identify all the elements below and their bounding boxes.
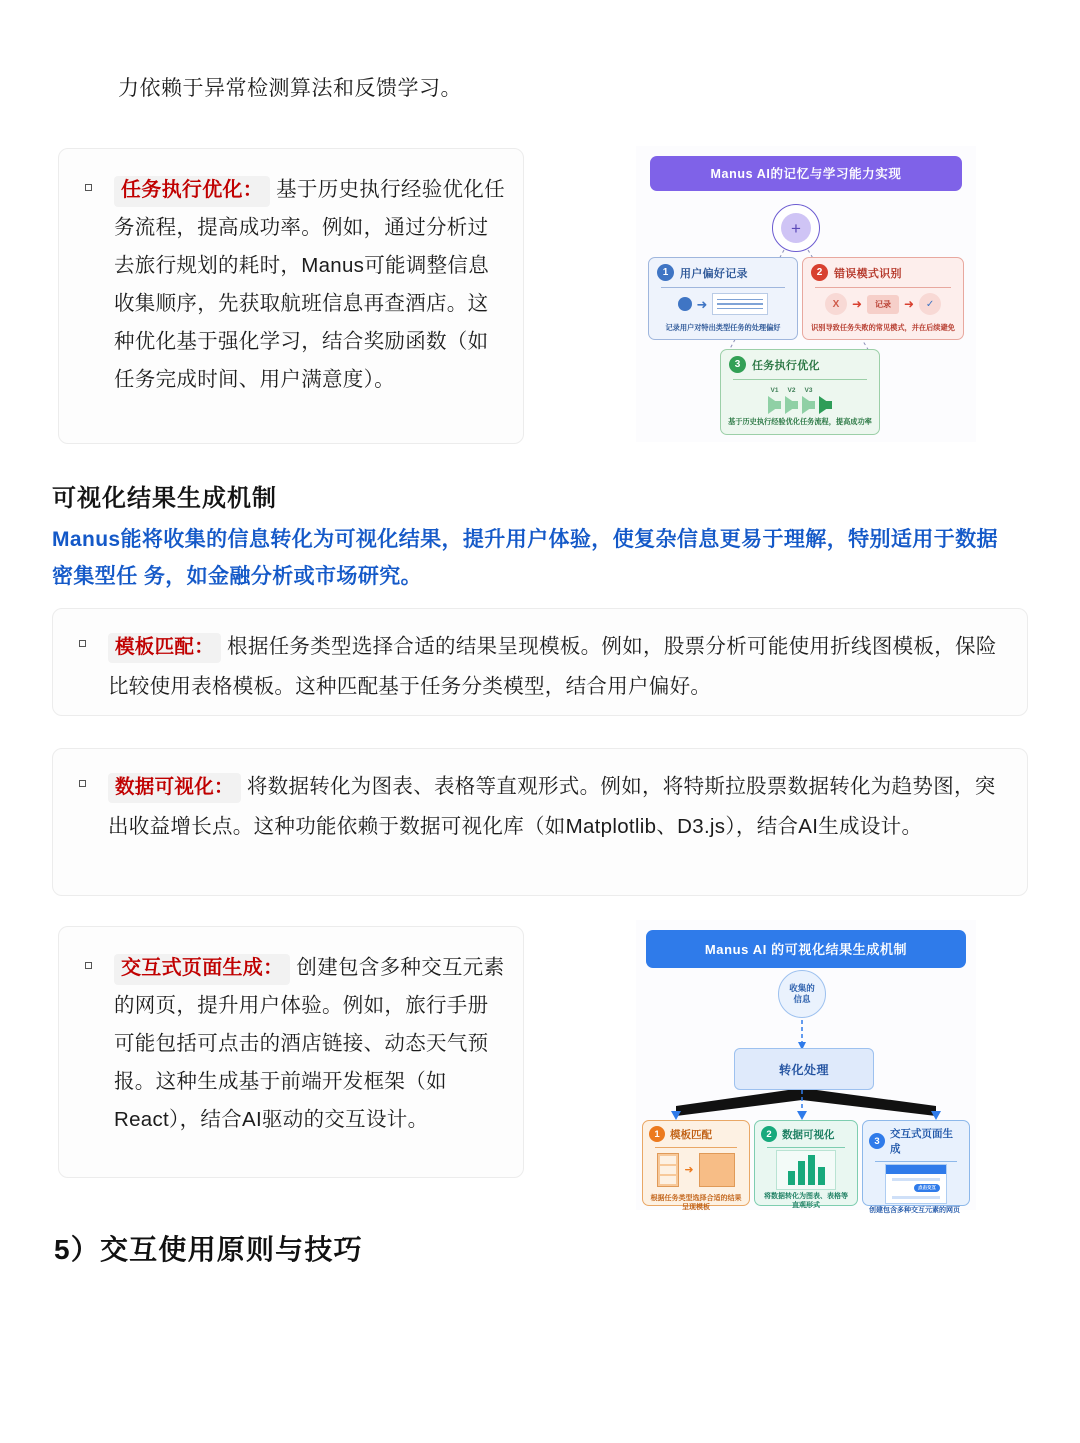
error-pattern-illustration — [803, 288, 963, 320]
card-number-1: 1 — [657, 264, 674, 281]
bullet-tag-task-optimization: 任务执行优化： — [114, 176, 270, 207]
card-caption-interactive-page: 创建包含多种交互元素的网页 — [869, 1207, 960, 1214]
diagram-visualization-title: Manus AI 的可视化结果生成机制 — [646, 930, 966, 968]
card-divider — [875, 1161, 957, 1162]
card-caption-error-pattern: 识别导致任务失败的常见模式，并在后续避免 — [811, 323, 955, 332]
arrow-icon — [768, 396, 781, 414]
card-title-data-visualization: 数据可视化 — [782, 1128, 835, 1141]
card-number-1: 1 — [649, 1126, 665, 1142]
template-illustration — [643, 1148, 749, 1192]
bullet-panel-data-visualization — [52, 748, 1028, 896]
arrow-icon — [802, 396, 815, 414]
card-divider — [767, 1147, 845, 1148]
square-bullet-icon — [79, 640, 86, 647]
plus-icon: + — [781, 213, 811, 243]
template-list-icon — [657, 1153, 679, 1187]
section-heading-visualization: 可视化结果生成机制 — [52, 485, 277, 512]
bullet-tag-interactive-page: 交互式页面生成： — [114, 954, 290, 985]
section-intro-line-2: 密集型任 务，如金融分析或市场研究。 — [52, 564, 423, 588]
card-number-3: 3 — [729, 356, 746, 373]
bullet-text-data-visualization: 将数据转化为图表、表格等直观形式。例如，将特斯拉股票数据转化为趋势图，突出收益增长点。这种功能依赖于数据可视化库（如Matplotlib、D3.js），结合AI生成设计。 — [108, 775, 996, 838]
bullet-panel-interactive-page — [58, 926, 524, 1178]
bullet-panel-template-matching — [52, 608, 1028, 716]
card-title-error-pattern: 错误模式识别 — [834, 267, 902, 280]
arrow-right-icon: ➜ — [684, 1163, 694, 1176]
user-dot-icon — [678, 297, 692, 311]
paragraph-continuation: 力依赖于异常检测算法和反馈学习。 — [118, 77, 462, 100]
collected-info-line-2: 信息 — [793, 994, 811, 1004]
bullet-tag-data-visualization: 数据可视化： — [108, 773, 241, 803]
user-preference-illustration — [649, 288, 797, 320]
bottom-section-heading: 5）交互使用原则与技巧 — [54, 1234, 363, 1265]
section-intro-line-1: Manus能将收集的信息转化为可视化结果，提升用户体验，使复杂信息更易于理解，特别适用于数据 — [52, 528, 998, 551]
card-number-2: 2 — [811, 264, 828, 281]
card-number-2: 2 — [761, 1126, 777, 1142]
card-title-user-preference: 用户偏好记录 — [680, 267, 748, 280]
card-caption-data-visualization: 将数据转化为图表、表格等直观形式 — [764, 1193, 848, 1210]
record-badge: 记录 — [867, 295, 899, 314]
card-error-pattern — [802, 257, 964, 340]
mockup-line — [892, 1178, 940, 1181]
card-caption-template-matching: 根据任务类型选择合适的结果呈现模板 — [650, 1195, 742, 1212]
square-bullet-icon — [79, 780, 86, 787]
arrow-icon — [785, 396, 798, 414]
card-number-3: 3 — [869, 1133, 885, 1149]
mockup-header-bar — [886, 1165, 946, 1174]
card-data-visualization — [754, 1120, 858, 1210]
arrow-right-icon: ➜ — [851, 297, 862, 311]
diagram-visualization-mechanism — [636, 920, 976, 1214]
card-interactive-page — [862, 1120, 970, 1214]
bullet-text-template-matching: 根据任务类型选择合适的结果呈现模板。例如，股票分析可能使用折线图模板，保险比较使用表格模板。这种匹配基于任务分类模型，结合用户偏好。 — [108, 635, 997, 698]
collected-info-line-1: 收集的 — [789, 982, 815, 993]
card-caption-task-optimization: 基于历史执行经验优化任务流程，提高成功率 — [728, 417, 872, 426]
bullet-panel-task-optimization — [58, 148, 524, 444]
section-intro-paragraph — [52, 522, 1032, 596]
card-title-template-matching: 模板匹配 — [670, 1128, 712, 1141]
card-title-task-optimization: 任务执行优化 — [752, 359, 820, 372]
card-user-preference — [648, 257, 798, 340]
mockup-interactive-button: 点击交互 — [914, 1184, 940, 1192]
arrow-right-icon: ➜ — [696, 296, 708, 312]
bullet-text-interactive-page: 创建包含多种交互元素的网页，提升用户体验。例如，旅行手册可能包括可点击的酒店链接、动态天气预报。这种生成基于前端开发框架（如React），结合AI驱动的交互设计。 — [114, 956, 505, 1131]
arrow-icon-final — [819, 396, 832, 414]
template-page-icon — [699, 1153, 735, 1187]
bar-chart-icon — [776, 1150, 836, 1190]
version-label-2: V2 — [787, 387, 796, 394]
card-template-matching — [642, 1120, 750, 1212]
card-title-interactive-page: 交互式页面生成 — [890, 1128, 953, 1155]
card-caption-user-preference: 记录用户对特出类型任务的处理偏好 — [665, 323, 781, 332]
arrow-right-icon: ➜ — [904, 297, 915, 311]
bullet-tag-template-matching: 模板匹配： — [108, 633, 221, 663]
version-label-1: V1 — [770, 387, 779, 394]
bullet-text-task-optimization: 基于历史执行经验优化任务流程，提高成功率。例如，通过分析过去旅行规划的耗时，Manus可能调整信息收集顺序，先获取航班信息再查酒店。这种优化基于强化学习，结合奖励函数（如任务完成时间、用户满意度）。 — [114, 178, 505, 391]
card-task-optimization — [720, 349, 880, 435]
fail-icon: X — [825, 293, 847, 315]
transform-process-node: 转化处理 — [734, 1048, 874, 1090]
version-label-3: V3 — [804, 387, 813, 394]
record-lines-icon — [712, 293, 768, 315]
success-check-icon: ✓ — [919, 293, 941, 315]
version-arrows-illustration — [721, 380, 879, 414]
web-page-mockup-icon — [885, 1164, 947, 1204]
square-bullet-icon — [85, 184, 92, 191]
diagram-memory-learning — [636, 146, 976, 442]
diagram-memory-title: Manus AI的记忆与学习能力实现 — [650, 156, 962, 191]
square-bullet-icon — [85, 962, 92, 969]
mockup-line — [892, 1196, 940, 1199]
